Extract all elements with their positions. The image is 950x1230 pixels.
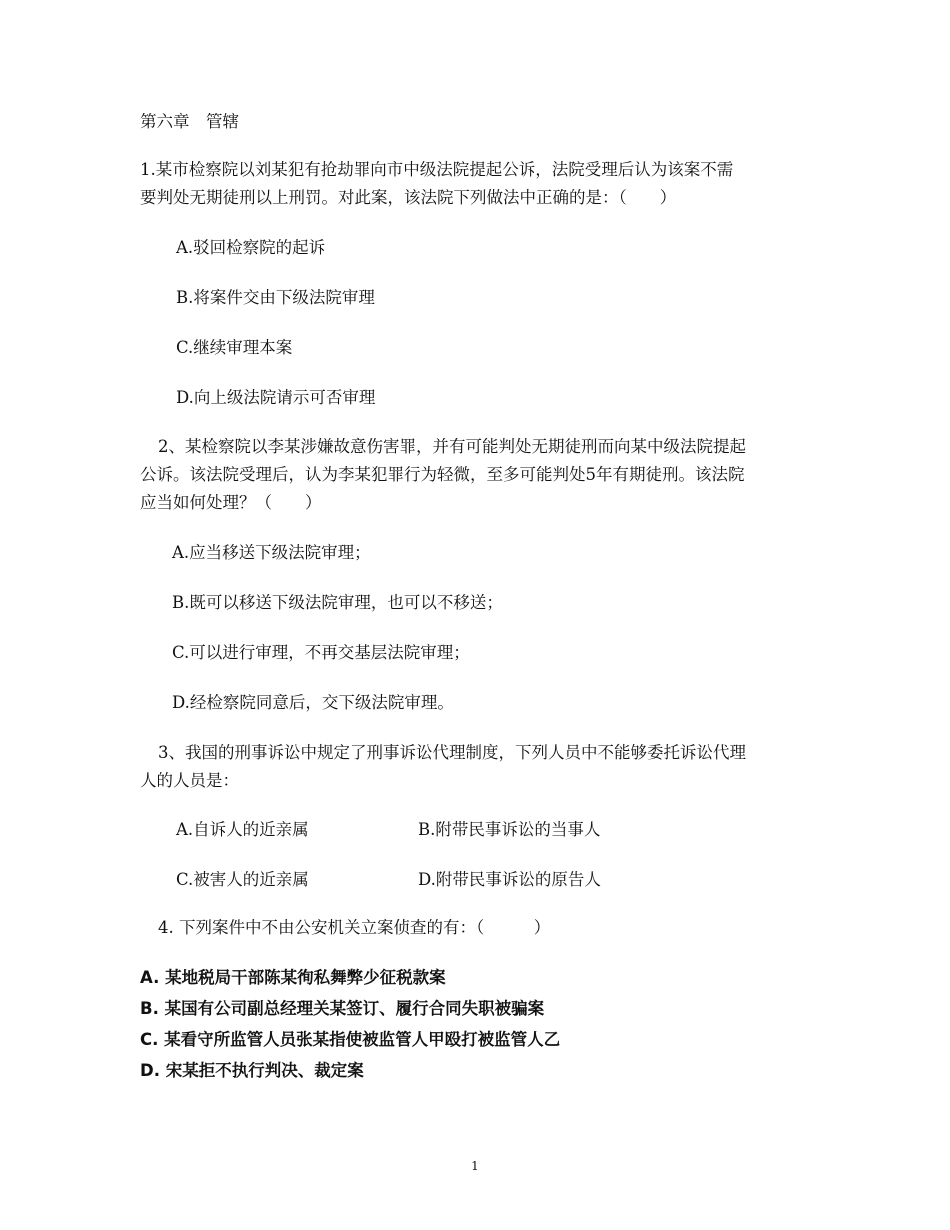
- question-4-option-b: B. 某国有公司副总经理关某签订、履行合同失职被骗案: [140, 999, 545, 1018]
- chapter-title: 第六章 管辖: [140, 112, 239, 131]
- question-1-stem-line-2: 要判处无期徒刑以上刑罚。对此案，该法院下列做法中正确的是：（ ）: [140, 188, 677, 207]
- question-2-option-d: D.经检察院同意后，交下级法院审理。: [172, 693, 454, 712]
- question-4-option-a: A. 某地税局干部陈某徇私舞弊少征税款案: [140, 968, 446, 987]
- question-1-option-c: C.继续审理本案: [176, 338, 293, 357]
- question-3-option-c: C.被害人的近亲属: [176, 870, 309, 889]
- question-4-stem-line-1: 4. 下列案件中不由公安机关立案侦查的有：（ ）: [158, 918, 551, 937]
- question-1-option-a: A.驳回检察院的起诉: [176, 238, 326, 257]
- question-2-option-c: C.可以进行审理，不再交基层法院审理；: [172, 643, 470, 662]
- question-4-option-c: C. 某看守所监管人员张某指使被监管人甲殴打被监管人乙: [140, 1030, 561, 1049]
- question-2-stem-line-3: 应当如何处理？（ ）: [140, 493, 322, 512]
- question-1-stem-line-1: 1.某市检察院以刘某犯有抢劫罪向市中级法院提起公诉，法院受理后认为该案不需: [140, 160, 734, 179]
- question-3-option-d: D.附带民事诉讼的原告人: [418, 870, 601, 889]
- question-3-option-b: B.附带民事诉讼的当事人: [418, 820, 601, 839]
- page-number: 1: [471, 1159, 479, 1173]
- question-1-option-d: D.向上级法院请示可否审理: [176, 388, 376, 407]
- question-2-stem-line-1: 2、某检察院以李某涉嫌故意伤害罪，并有可能判处无期徒刑而向某中级法院提起: [158, 437, 746, 456]
- question-4-option-d: D. 宋某拒不执行判决、裁定案: [140, 1061, 364, 1080]
- question-2-option-b: B.既可以移送下级法院审理，也可以不移送；: [172, 593, 503, 612]
- question-2-option-a: A.应当移送下级法院审理；: [172, 543, 371, 562]
- question-3-stem-line-2: 人的人员是：: [140, 771, 239, 790]
- question-3-option-a: A.自诉人的近亲属: [176, 820, 309, 839]
- question-1-option-b: B.将案件交由下级法院审理: [176, 288, 375, 307]
- question-2-stem-line-2: 公诉。该法院受理后，认为李某犯罪行为轻微，至多可能判处5年有期徒刑。该法院: [140, 465, 745, 484]
- question-3-stem-line-1: 3、我国的刑事诉讼中规定了刑事诉讼代理制度，下列人员中不能够委托诉讼代理: [158, 743, 746, 762]
